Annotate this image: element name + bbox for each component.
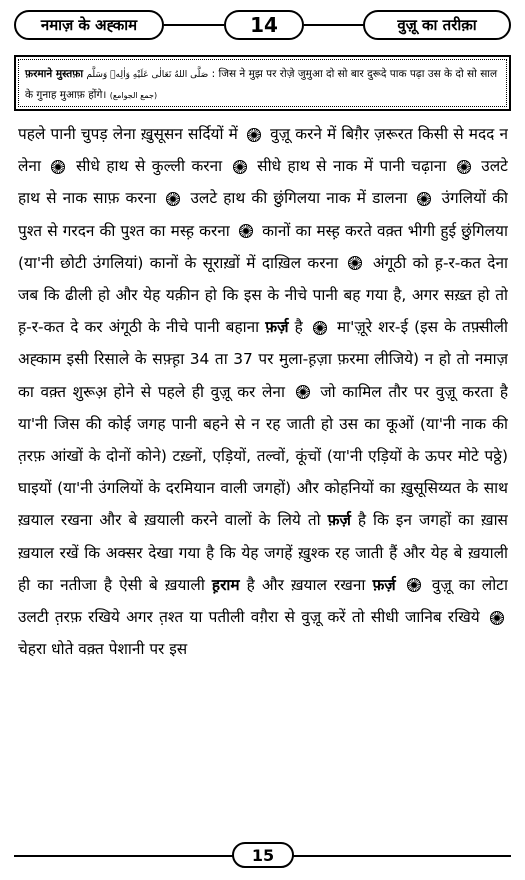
notice-source: (جمع الجوامع) [109, 91, 158, 100]
flower-bullet-icon [296, 385, 310, 399]
hadith-notice-box [14, 55, 511, 111]
emphasis-haram: ह़राम [211, 575, 240, 594]
flower-bullet-icon [239, 224, 253, 238]
sentence-11-tail: है और ख़याल रखना [246, 575, 366, 594]
flower-bullet-icon [166, 192, 180, 206]
flower-bullet-icon [233, 160, 247, 174]
sentence-5: उलटे हाथ से नाक साफ़ करना [18, 157, 508, 208]
sentence-9: अंगूठी को ह़-र-कत देना जब कि ढीली हो और येह यक़ीन हो कि इस के नीचे पानी बह गया है, अगर सख़्त हो तो ह़-र-कत दे कर अंगूठी के नीचे पानी बहाना [18, 253, 508, 337]
flower-bullet-icon [457, 160, 471, 174]
page-number-top: 14 [224, 10, 304, 40]
notice-label: फ़रमाने मुस्तफ़ा [25, 68, 84, 80]
book-title: नमाज़ के अह्काम [14, 10, 164, 40]
flower-bullet-icon [313, 321, 327, 335]
sentence-10: मा'ज़ूरे शर-ई (इस के तफ़्सीली अह्काम इसी रिसाले के सफ़्ह़ा 34 ता 37 पर मुला-ह़ज़ा फ़रमा लीजिये) न हो तो नमाज़ का वक़्त शुरूअ़ होने से पहले ही वुज़ू कर लेना [18, 318, 508, 401]
header-divider-left [164, 24, 224, 26]
sentence-7: उंगलियों की पुश्त से गरदन की पुश्त का मस्ह़ करना [18, 189, 508, 240]
sentence-4: सीधे हाथ से नाक में पानी चढ़ाना [257, 157, 447, 176]
main-paragraph [18, 118, 508, 838]
sentence-13: चेहरा धोते वक़्त पेशानी पर इस [18, 640, 188, 659]
flower-bullet-icon [247, 128, 261, 142]
emphasis-farz: फ़र्ज़ [265, 318, 289, 337]
sentence-1: पहले पानी चुपड़ लेना ख़ुसूसन सर्दियों में [18, 125, 238, 143]
page-number-bottom: 15 [232, 842, 294, 868]
header-divider-right [304, 24, 364, 26]
sentence-11: जो कामिल तौर पर वुज़ू करता है या'नी जिस की कोई जगह पानी बहने से न रह जाती हो उस का कूओं (या'नी नाक की त़रफ़ आंखों के दोनों कोने) टख़्नों, एड़ियों, तल्वों, कूंचों (या'नी एड़ियों के ऊपर मोटे पठ्ठे) घाइयों (या'नी उंगलियों के दरमियान वाली जगहों) और कोहनियों का ख़ुसूसिय्यत के साथ ख़याल रखना और बे ख़याली करने वालों के लिये तो [18, 382, 508, 530]
sentence-3: सीधे हाथ से कुल्ली करना [76, 157, 223, 176]
emphasis-farz: फ़र्ज़ [372, 575, 396, 594]
notice-salutation: صَلَّى اللهُ تَعَالٰى عَلَيْهِ وَاٰلِهٖ وَسَلَّم [86, 70, 209, 80]
hadith-notice-text [18, 59, 507, 107]
sentence-12: वुज़ू का लोटा उलटी त़रफ़ रखिये अगर त़श्त या पतीली वग़ैरा से वुज़ू करें तो सीधी जानिब रखिये [18, 575, 508, 627]
page-footer [0, 842, 525, 872]
flower-bullet-icon [407, 578, 421, 592]
emphasis-farz: फ़र्ज़ [327, 511, 351, 530]
chapter-title: वुज़ू का तरीक़ा [363, 10, 511, 40]
flower-bullet-icon [348, 256, 362, 270]
notice-text: : जिस ने मुझ पर रोज़े जुमुआ दो सो बार दुरूदे पाक पढ़ा उस के दो सो साल के गुनाह मुआफ़ होंगे। [25, 68, 498, 101]
sentence-8: कानों का मस्ह़ करते वक़्त भीगी हुई छुंगिलया (या'नी छोटी उंगलियां) कानों के सूराख़ों में दाख़िल करना [18, 221, 508, 272]
flower-bullet-icon [417, 192, 431, 206]
flower-bullet-icon [51, 160, 65, 174]
sentence-2: वुज़ू करने में बिग़ैर ज़रूरत किसी से मदद न लेना [18, 125, 508, 176]
flower-bullet-icon [490, 611, 504, 625]
sentence-11-mid: है कि इन जगहों का ख़ास ख़याल रखें कि अक्सर देखा गया है कि येह जगहें ख़ुश्क रह जाती हैं और येह बे ख़याली ही का नतीजा है ऐसी बे ख़याली [18, 511, 508, 594]
sentence-9-end: है [294, 318, 303, 337]
sentence-6: उलटे हाथ की छुंगिलया नाक में डालना [190, 189, 408, 208]
page-header [14, 10, 511, 44]
